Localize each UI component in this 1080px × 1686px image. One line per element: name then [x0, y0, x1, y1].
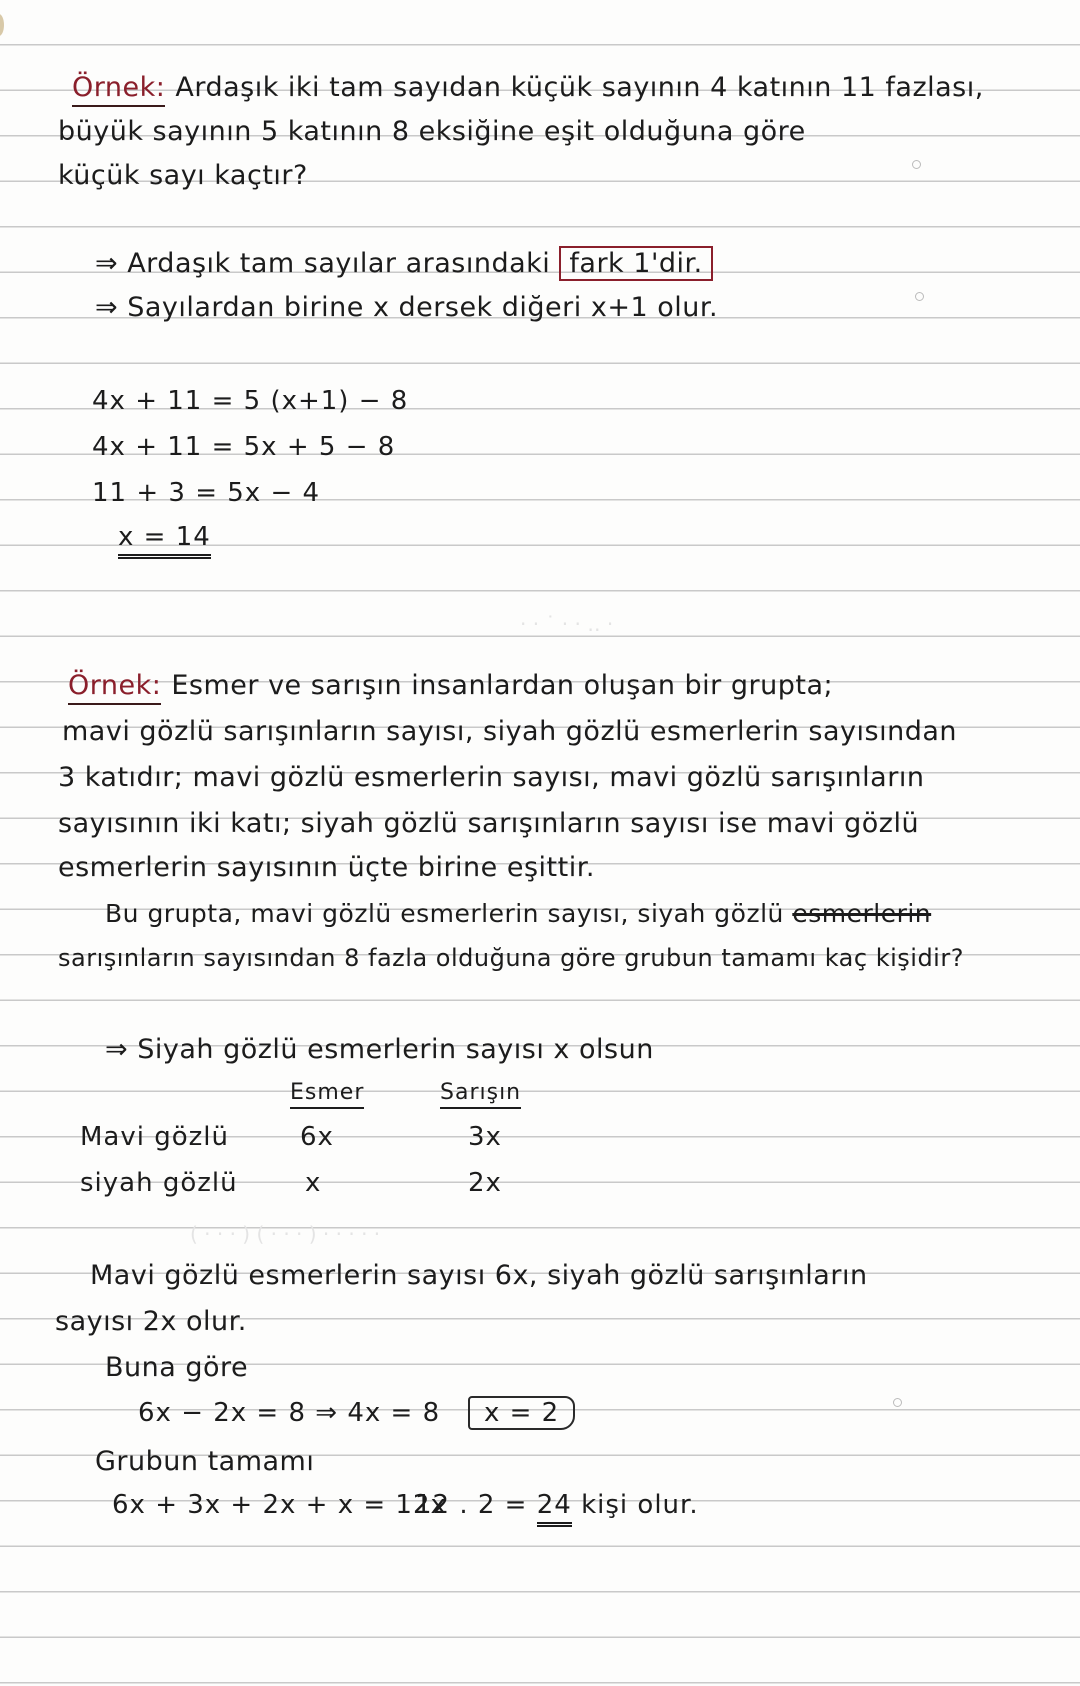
- example2-question-line-2: mavi gözlü sarışınların sayısı, siyah gözlü esmerlerin sayısından: [62, 716, 957, 747]
- table-cell: 6x: [300, 1122, 334, 1152]
- example1-answer: [118, 520, 211, 554]
- table-cell: 3x: [468, 1122, 502, 1152]
- bleed-through-marks: · · ˙ · · ‥ ·: [520, 612, 614, 636]
- struck-word: esmerlerin: [792, 899, 932, 928]
- example2-question-line-5: esmerlerin sayısının üçte birine eşittir.: [58, 852, 595, 883]
- example1-note-1: [95, 246, 713, 282]
- example1-note-2: ⇒ Sayılardan birine x dersek diğeri x+1 olur.: [95, 292, 719, 323]
- example1-label: Örnek:: [72, 72, 165, 107]
- paper-speck: [915, 292, 924, 301]
- total-label: Grubun tamamı: [95, 1446, 315, 1477]
- example1-equation-1: 4x + 11 = 5 (x+1) − 8: [92, 386, 409, 416]
- table-row-label: siyah gözlü: [80, 1168, 238, 1198]
- example1-question-line-2: büyük sayının 5 katının 8 eksiğine eşit olduğuna göre: [58, 116, 806, 147]
- example2-question2-line-2: sarışınların sayısından 8 fazla olduğuna göre grubun tamamı kaç kişidir?: [58, 944, 964, 972]
- example2-question2-text: Bu grupta, mavi gözlü esmerlerin sayısı, siyah gözlü: [105, 899, 784, 928]
- example1-question-line-3: küçük sayı kaçtır?: [58, 160, 308, 191]
- example2-question2-line-1: [105, 896, 931, 932]
- table-row-label: Mavi gözlü: [80, 1122, 230, 1152]
- example1-note-1-text: ⇒ Ardaşık tam sayılar arasındaki: [95, 248, 551, 279]
- example1-equation-2: 4x + 11 = 5x + 5 − 8: [92, 432, 396, 462]
- total-result: 24: [537, 1490, 572, 1527]
- table-header-sarisin-text: Sarışın: [440, 1080, 521, 1109]
- example2-question-line-4: sayısının iki katı; siyah gözlü sarışınların sayısı ise mavi gözlü: [58, 808, 920, 839]
- total-calculation: [415, 1488, 699, 1522]
- example1-answer-value: x = 14: [118, 522, 211, 559]
- buna-gore-label: Buna göre: [105, 1352, 249, 1383]
- example2-explanation-line-1: Mavi gözlü esmerlerin sayısı 6x, siyah gözlü sarışınların: [90, 1260, 868, 1291]
- table-cell: x: [305, 1168, 322, 1198]
- example2-question-text-1: Esmer ve sarışın insanlardan oluşan bir grupta;: [171, 670, 834, 701]
- paper-speck: [912, 160, 921, 169]
- table-header-esmer-text: Esmer: [290, 1080, 364, 1109]
- total-calc-prefix: 12 . 2 =: [415, 1490, 528, 1520]
- example2-boxed-answer: x = 2: [468, 1396, 575, 1430]
- example1-equation-3: 11 + 3 = 5x − 4: [92, 478, 321, 508]
- total-equation: 6x + 3x + 2x + x = 12x: [112, 1490, 447, 1520]
- bleed-through-marks: ( · · · ) ( · · · ) · · · · ·: [190, 1222, 381, 1246]
- paper-speck: [893, 1398, 902, 1407]
- example1-boxed-note: fark 1'dir.: [559, 246, 712, 281]
- example1-question-text-1: Ardaşık iki tam sayıdan küçük sayının 4 katının 11 fazlası,: [175, 72, 984, 103]
- example2-question-line-1: [68, 668, 833, 704]
- total-suffix: kişi olur.: [581, 1490, 699, 1520]
- example1-question-line-1: [72, 70, 984, 106]
- table-cell: 2x: [468, 1168, 502, 1198]
- example2-explanation-line-2: sayısı 2x olur.: [55, 1306, 247, 1337]
- example2-assumption: ⇒ Siyah gözlü esmerlerin sayısı x olsun: [105, 1034, 654, 1065]
- binding-hole-mark: [0, 14, 4, 36]
- example2-question-line-3: 3 katıdır; mavi gözlü esmerlerin sayısı, mavi gözlü sarışınların: [58, 762, 925, 793]
- table-header-sarisin: [440, 1076, 521, 1110]
- table-header-esmer: [290, 1076, 364, 1110]
- example2-equation-text: 6x − 2x = 8 ⇒ 4x = 8: [138, 1398, 441, 1428]
- example2-label: Örnek:: [68, 670, 161, 705]
- example2-equation: [138, 1396, 575, 1430]
